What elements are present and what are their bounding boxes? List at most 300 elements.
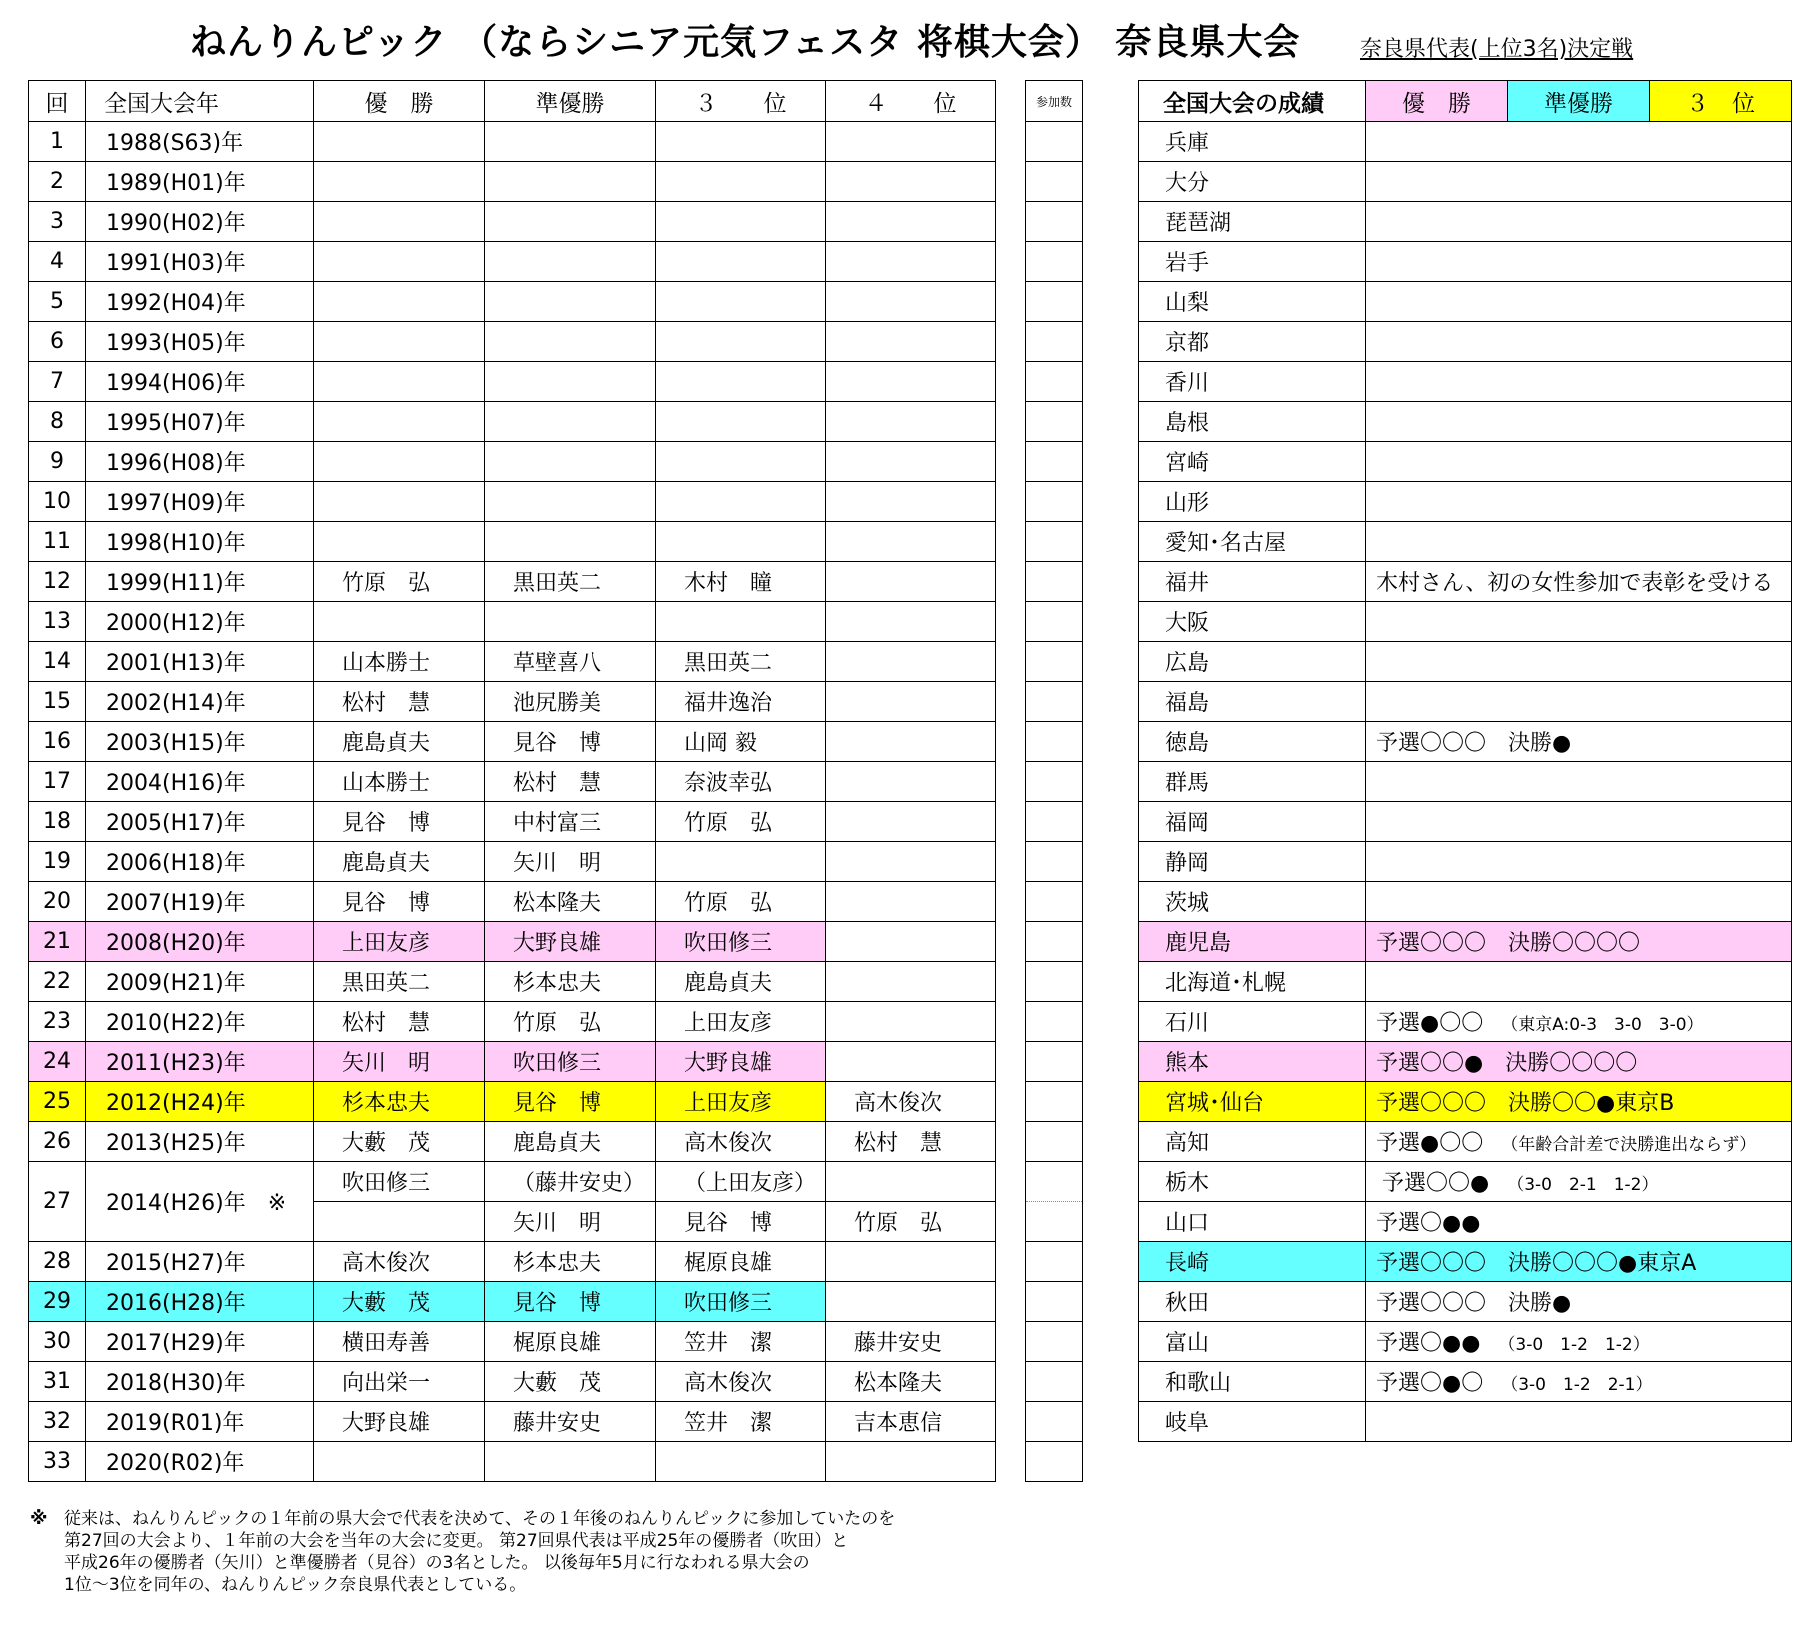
fourth-place-cell [826,322,996,362]
result-row [1139,642,1792,682]
table-row [29,562,996,602]
count-cell [1026,962,1083,1002]
count-row [1026,442,1083,482]
count-row [1026,322,1083,362]
count-row [1026,802,1083,842]
host-prefecture: 長崎 [1139,1242,1366,1282]
fourth-place-cell [826,1042,996,1082]
year-cell: 2006(H18)年 [86,842,314,882]
winner-cell: 見谷 博 [314,802,485,842]
year-cell: 2014(H26)年 ※ [86,1162,314,1242]
year-cell: 2001(H13)年 [86,642,314,682]
result-detail: （3-0 1-2 2-1） [1501,1375,1653,1395]
count-row [1026,282,1083,322]
table-row [29,1442,996,1482]
fourth-place-cell [826,722,996,762]
table-row [29,242,996,282]
year-cell: 2019(R01)年 [86,1402,314,1442]
result-row [1139,1282,1792,1322]
round-number: 33 [29,1442,86,1482]
table-row [29,322,996,362]
result-note [1366,202,1792,242]
year-cell: 2005(H17)年 [86,802,314,842]
winner-cell [314,322,485,362]
count-cell [1026,1122,1083,1162]
count-cell [1026,602,1083,642]
result-row [1139,1362,1792,1402]
third-place-cell: 竹原 弘 [656,802,826,842]
third-place-cell [656,362,826,402]
count-row [1026,1362,1083,1402]
result-record: 予選〇●● [1376,1331,1481,1356]
result-row [1139,602,1792,642]
host-prefecture: 琵琶湖 [1139,202,1366,242]
count-cell [1026,562,1083,602]
third-place-cell: 見谷 博 [656,1202,826,1242]
winners-header-row [29,81,996,122]
header-year: 全国大会年 [86,81,314,122]
result-note [1366,1282,1792,1322]
count-cell [1026,882,1083,922]
runner-up-cell [485,242,656,282]
count-row [1026,402,1083,442]
host-prefecture: 島根 [1139,402,1366,442]
winner-cell [314,602,485,642]
footnote-line: 平成26年の優勝者（矢川）と準優勝者（見谷）の3名とした。 以後毎年5月に行なわれる県大会の [64,1553,810,1573]
result-note [1366,1042,1792,1082]
runner-up-cell: 見谷 博 [485,1082,656,1122]
count-row [1026,962,1083,1002]
third-place-cell [656,482,826,522]
result-row [1139,1202,1792,1242]
fourth-place-cell [826,442,996,482]
table-row [29,1122,996,1162]
round-number: 29 [29,1282,86,1322]
third-place-cell: 上田友彦 [656,1002,826,1042]
fourth-place-cell [826,882,996,922]
runner-up-cell: 松村 慧 [485,762,656,802]
runner-up-cell [485,482,656,522]
third-place-cell: 上田友彦 [656,1082,826,1122]
result-note [1366,962,1792,1002]
host-prefecture: 富山 [1139,1322,1366,1362]
table-row [29,1082,996,1122]
runner-up-cell [485,162,656,202]
runner-up-cell: 大野良雄 [485,922,656,962]
host-prefecture: 愛知･名古屋 [1139,522,1366,562]
winner-cell [314,362,485,402]
runner-up-cell [485,1442,656,1482]
table-row [29,202,996,242]
result-row [1139,1042,1792,1082]
host-prefecture: 徳島 [1139,722,1366,762]
result-record: 予選〇〇〇 決勝〇〇〇〇 [1376,931,1641,956]
runner-up-cell: 藤井安史 [485,1402,656,1442]
host-prefecture: 福井 [1139,562,1366,602]
fourth-place-cell [826,1162,996,1202]
count-cell [1026,442,1083,482]
round-number: 18 [29,802,86,842]
result-record: 予選〇●● [1376,1211,1481,1236]
result-note [1366,1122,1792,1162]
third-place-cell: 吹田修三 [656,922,826,962]
fourth-place-cell [826,362,996,402]
count-row [1026,1122,1083,1162]
year-cell: 2000(H12)年 [86,602,314,642]
host-prefecture: 石川 [1139,1002,1366,1042]
result-row [1139,562,1792,602]
winner-cell [314,482,485,522]
count-row [1026,162,1083,202]
round-number: 16 [29,722,86,762]
result-row [1139,882,1792,922]
fourth-place-cell [826,122,996,162]
fourth-place-cell [826,642,996,682]
fourth-place-cell [826,842,996,882]
fourth-place-cell [826,682,996,722]
count-row [1026,1282,1083,1322]
count-cell [1026,682,1083,722]
result-record: 予選〇〇〇 決勝〇〇●東京B [1376,1091,1675,1116]
count-cell [1026,1282,1083,1322]
winner-cell: 竹原 弘 [314,562,485,602]
third-place-cell: 梶原良雄 [656,1242,826,1282]
count-row [1026,882,1083,922]
count-row [1026,1162,1083,1202]
third-place-cell [656,322,826,362]
table-row [29,442,996,482]
table-row [29,602,996,642]
third-place-cell: 笠井 潔 [656,1322,826,1362]
result-row [1139,362,1792,402]
count-row [1026,602,1083,642]
count-row [1026,202,1083,242]
result-row [1139,522,1792,562]
result-row [1139,402,1792,442]
runner-up-cell: 大藪 茂 [485,1362,656,1402]
footnote-mark: ※ [30,1508,48,1529]
results-header-row [1139,81,1792,122]
count-row [1026,1442,1083,1482]
host-prefecture: 熊本 [1139,1042,1366,1082]
year-cell: 1994(H06)年 [86,362,314,402]
count-cell [1026,1002,1083,1042]
count-row [1026,842,1083,882]
result-note [1366,1202,1792,1242]
result-record: 予選〇〇● [1382,1171,1490,1196]
fourth-place-cell: 高木俊次 [826,1082,996,1122]
fourth-place-cell: 竹原 弘 [826,1202,996,1242]
table-row [29,802,996,842]
third-place-cell [656,202,826,242]
host-prefecture: 広島 [1139,642,1366,682]
header-third: ３ 位 [656,81,826,122]
round-number: 2 [29,162,86,202]
count-cell [1026,122,1083,162]
third-place-cell: 奈波幸弘 [656,762,826,802]
host-prefecture: 群馬 [1139,762,1366,802]
result-row [1139,962,1792,1002]
result-note [1366,1402,1792,1442]
header-count: 参加数 [1026,81,1083,122]
year-cell: 2012(H24)年 [86,1082,314,1122]
result-row [1139,1242,1792,1282]
header-fourth: ４ 位 [826,81,996,122]
result-note [1366,122,1792,162]
year-cell: 1990(H02)年 [86,202,314,242]
host-prefecture: 兵庫 [1139,122,1366,162]
runner-up-cell [485,282,656,322]
winner-cell: 矢川 明 [314,1042,485,1082]
third-place-cell [656,282,826,322]
winner-cell: 大藪 茂 [314,1122,485,1162]
host-prefecture: 和歌山 [1139,1362,1366,1402]
table-row [29,1402,996,1442]
runner-up-cell: 矢川 明 [485,842,656,882]
runner-up-cell: 見谷 博 [485,1282,656,1322]
count-cell [1026,322,1083,362]
result-row [1139,682,1792,722]
count-row [1026,242,1083,282]
winner-cell [314,242,485,282]
year-cell: 1991(H03)年 [86,242,314,282]
count-row [1026,1002,1083,1042]
round-number: 25 [29,1082,86,1122]
year-cell: 2015(H27)年 [86,1242,314,1282]
table-row [29,122,996,162]
result-note [1366,882,1792,922]
third-place-cell [656,162,826,202]
round-number: 8 [29,402,86,442]
count-row [1026,1242,1083,1282]
result-note [1366,762,1792,802]
footnote-line: 1位～3位を同年の、ねんりんピック奈良県代表としている。 [64,1575,527,1595]
result-record: 予選〇〇〇 決勝〇〇〇●東京A [1376,1251,1697,1276]
fourth-place-cell [826,1242,996,1282]
result-row [1139,202,1792,242]
round-number: 26 [29,1122,86,1162]
table-row [29,962,996,1002]
fourth-place-cell [826,602,996,642]
count-row [1026,722,1083,762]
winner-cell [314,202,485,242]
winner-cell: 高木俊次 [314,1242,485,1282]
fourth-place-cell [826,1442,996,1482]
year-cell: 2016(H28)年 [86,1282,314,1322]
count-cell [1026,722,1083,762]
third-place-cell [656,522,826,562]
fourth-place-cell [826,1002,996,1042]
third-place-cell: 山岡 毅 [656,722,826,762]
year-cell: 2018(H30)年 [86,1362,314,1402]
result-record: 予選〇〇〇 決勝● [1376,731,1572,756]
count-cell [1026,362,1083,402]
table-row [29,1242,996,1282]
table-row [29,482,996,522]
round-number: 12 [29,562,86,602]
year-cell: 1992(H04)年 [86,282,314,322]
result-note [1366,682,1792,722]
result-note [1366,1082,1792,1122]
fourth-place-cell [826,962,996,1002]
count-cell [1026,642,1083,682]
fourth-place-cell [826,282,996,322]
winner-cell [314,282,485,322]
count-row [1026,682,1083,722]
result-row [1139,162,1792,202]
runner-up-cell [485,362,656,402]
result-note [1366,1362,1792,1402]
third-place-cell [656,1442,826,1482]
year-cell: 2003(H15)年 [86,722,314,762]
runner-up-cell: 矢川 明 [485,1202,656,1242]
winner-cell: 向出栄一 [314,1362,485,1402]
runner-up-cell: 梶原良雄 [485,1322,656,1362]
table-row [29,842,996,882]
count-cell [1026,1162,1083,1202]
result-detail: （3-0 1-2 1-2） [1498,1335,1650,1355]
round-number: 5 [29,282,86,322]
host-prefecture: 岩手 [1139,242,1366,282]
table-row [29,282,996,322]
result-note [1366,442,1792,482]
fourth-place-cell [826,802,996,842]
count-row [1026,362,1083,402]
result-note [1366,802,1792,842]
third-place-cell [656,602,826,642]
result-row [1139,1402,1792,1442]
result-row [1139,282,1792,322]
fourth-place-cell [826,922,996,962]
year-cell: 2007(H19)年 [86,882,314,922]
winner-cell: 上田友彦 [314,922,485,962]
result-record: 木村さん、初の女性参加で表彰を受ける [1376,571,1774,596]
table-row [29,722,996,762]
year-cell: 2009(H21)年 [86,962,314,1002]
winner-cell [314,1202,485,1242]
host-prefecture: 静岡 [1139,842,1366,882]
table-row [29,762,996,802]
result-row [1139,762,1792,802]
winners-table [28,80,996,1482]
result-detail: （東京A:0-3 3-0 3-0） [1501,1015,1704,1035]
count-row [1026,1042,1083,1082]
national-results-table [1138,80,1792,1442]
count-cell [1026,1322,1083,1362]
host-prefecture: 秋田 [1139,1282,1366,1322]
winner-cell [314,442,485,482]
round-number: 20 [29,882,86,922]
fourth-place-cell [826,162,996,202]
result-record: 予選〇〇● 決勝〇〇〇〇 [1376,1051,1638,1076]
runner-up-cell: 松本隆夫 [485,882,656,922]
count-row [1026,922,1083,962]
count-cell [1026,842,1083,882]
third-place-cell: 竹原 弘 [656,882,826,922]
year-cell: 1993(H05)年 [86,322,314,362]
count-row [1026,122,1083,162]
count-row [1026,1402,1083,1442]
host-prefecture: 福島 [1139,682,1366,722]
runner-up-cell: 草壁喜八 [485,642,656,682]
fourth-place-cell: 松村 慧 [826,1122,996,1162]
fourth-place-cell [826,522,996,562]
count-cell [1026,1402,1083,1442]
host-prefecture: 山梨 [1139,282,1366,322]
result-note [1366,602,1792,642]
fourth-place-cell [826,762,996,802]
result-note [1366,1242,1792,1282]
runner-up-cell [485,322,656,362]
round-number: 15 [29,682,86,722]
third-place-cell: 吹田修三 [656,1282,826,1322]
year-cell: 1989(H01)年 [86,162,314,202]
winner-cell: 見谷 博 [314,882,485,922]
result-record: 予選〇●〇 [1376,1371,1484,1396]
result-record: 予選●〇〇 [1376,1011,1484,1036]
host-prefecture: 宮城･仙台 [1139,1082,1366,1122]
count-row [1026,1082,1083,1122]
count-row [1026,762,1083,802]
host-prefecture: 高知 [1139,1122,1366,1162]
round-number: 11 [29,522,86,562]
result-note [1366,362,1792,402]
result-record: 予選〇〇〇 決勝● [1376,1291,1572,1316]
winner-cell [314,162,485,202]
fourth-place-cell [826,1282,996,1322]
host-prefecture: 茨城 [1139,882,1366,922]
page-subtitle: 奈良県代表(上位3名)決定戦 [1360,37,1634,62]
third-place-cell [656,122,826,162]
count-cell [1026,282,1083,322]
page-title: ねんりんピック （ならシニア元気フェスタ 将棋大会） 奈良県大会 [190,22,1301,63]
header-first: 優 勝 [314,81,485,122]
winner-cell: 大野良雄 [314,1402,485,1442]
runner-up-cell [485,602,656,642]
count-cell [1026,242,1083,282]
host-prefecture: 北海道･札幌 [1139,962,1366,1002]
third-place-cell: 笠井 潔 [656,1402,826,1442]
host-prefecture: 大分 [1139,162,1366,202]
result-note [1366,1002,1792,1042]
result-row [1139,1002,1792,1042]
round-number: 6 [29,322,86,362]
fourth-place-cell [826,482,996,522]
year-cell: 1998(H10)年 [86,522,314,562]
host-prefecture: 大阪 [1139,602,1366,642]
round-number: 21 [29,922,86,962]
table-row [29,1362,996,1402]
count-cell [1026,522,1083,562]
result-note [1366,1162,1792,1202]
result-row [1139,722,1792,762]
year-cell: 1988(S63)年 [86,122,314,162]
winner-cell [314,1442,485,1482]
round-number: 19 [29,842,86,882]
table-row [29,162,996,202]
winner-cell [314,402,485,442]
runner-up-cell [485,402,656,442]
winner-cell: 鹿島貞夫 [314,722,485,762]
winner-cell: 杉本忠夫 [314,1082,485,1122]
year-cell: 1997(H09)年 [86,482,314,522]
fourth-place-cell: 松本隆夫 [826,1362,996,1402]
count-cell [1026,1042,1083,1082]
host-prefecture: 福岡 [1139,802,1366,842]
count-row [1026,482,1083,522]
table-row [29,922,996,962]
fourth-place-cell [826,562,996,602]
